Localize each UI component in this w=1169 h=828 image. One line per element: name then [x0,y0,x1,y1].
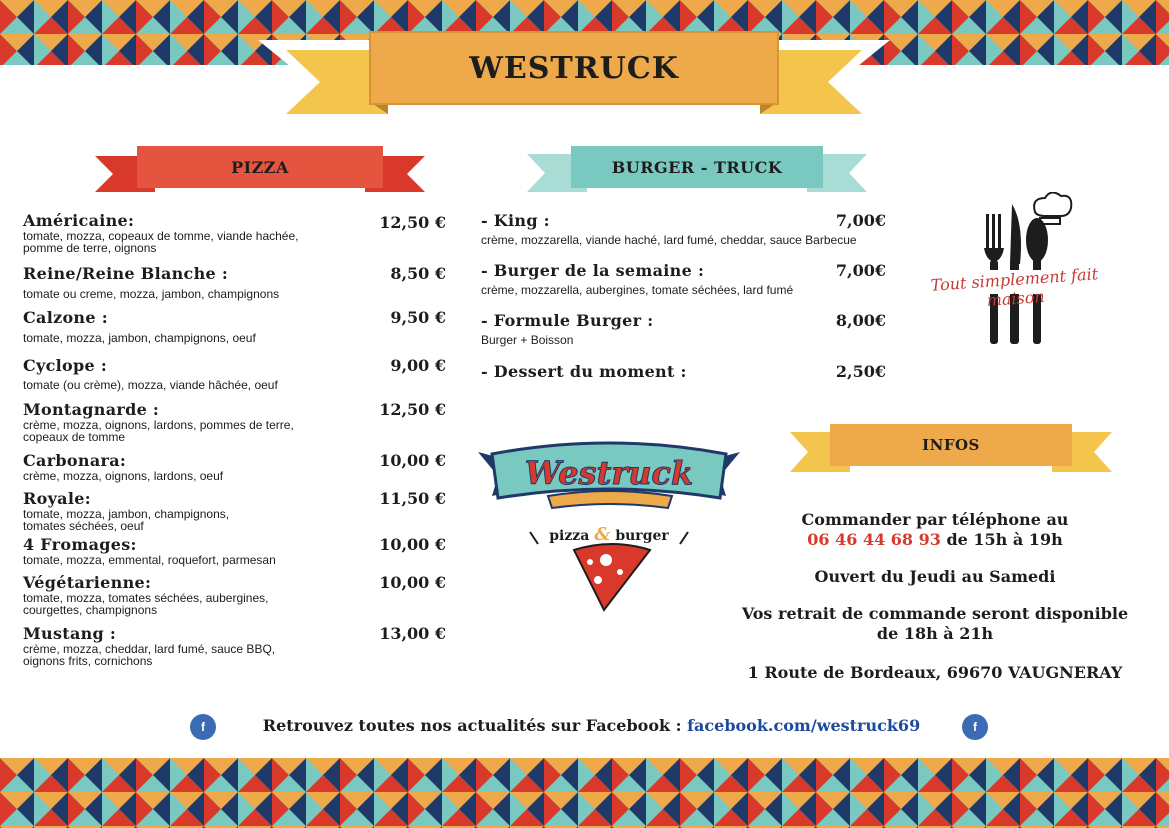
homemade-logo [900,192,1130,352]
pizza-ribbon-label: PIZZA [231,157,289,177]
list-item [23,573,293,616]
bottom-pattern-band [0,758,1169,828]
item-name: Américaine: [23,211,135,230]
item-name: Royale: [23,489,91,508]
westruck-logo [478,440,740,615]
item-price: 7,00€ [835,261,886,280]
item-description: crème, mozza, oignons, lardons, pommes de terre, copeaux de tomme [23,418,294,444]
list-item [23,624,293,667]
item-price: 9,50 € [390,308,446,327]
phone-number[interactable]: 06 46 44 68 93 [807,530,941,549]
item-description: tomate, mozza, copeaux de tomme, viande hachée, pomme de terre, oignons [23,229,299,255]
item-name: 4 Fromages: [23,535,137,554]
address: 1 Route de Bordeaux, 69670 VAUGNERAY [747,663,1123,682]
item-description: crème, mozza, oignons, lardons, oeuf [23,469,224,483]
item-description: crème, mozzarella, viande haché, lard fumé, cheddar, sauce Barbecue [481,233,857,247]
logo-tagline-amp: & [594,524,611,545]
order-text: Commander par téléphone au [801,510,1069,529]
facebook-icon[interactable]: f [190,714,216,740]
footer-line [224,716,959,735]
facebook-icon[interactable]: f [962,714,988,740]
list-item [23,400,323,443]
list-item [23,211,323,254]
item-name: - Dessert du moment : [481,362,687,381]
pickup-line-2: de 18h à 21h [876,624,994,643]
item-name: Carbonara: [23,451,127,470]
item-price: 7,00€ [835,211,886,230]
burger-ribbon-label: BURGER - TRUCK [611,157,783,177]
item-description: Burger + Boisson [481,333,574,347]
order-line [760,510,1110,550]
item-name: Cyclope : [23,356,108,375]
item-description: tomate ou creme, mozza, jambon, champignons [23,287,280,301]
list-item [23,308,256,344]
item-price: 10,00 € [379,573,446,592]
list-item [23,356,278,391]
logo-tagline [538,524,680,545]
list-item [23,451,223,482]
open-days: Ouvert du Jeudi au Samedi [814,567,1056,586]
page-title: WESTRUCK [469,50,679,86]
facebook-link[interactable]: facebook.com/westruck69 [687,716,921,735]
item-description: tomate, mozza, emmental, roquefort, parmesan [23,553,276,567]
pickup-line-1: Vos retrait de commande seront disponible [741,604,1129,623]
item-price: 11,50 € [379,489,446,508]
infos-ribbon-label: INFOS [922,436,980,454]
item-description: tomate, mozza, tomates séchées, aubergines, courgettes, champignons [23,591,269,617]
item-name: Végétarienne: [23,573,152,592]
logo-brand: Westruck [524,454,694,492]
item-price: 13,00 € [379,624,446,643]
list-item [23,535,276,566]
item-name: Calzone : [23,308,108,327]
infos-ribbon [790,424,1112,476]
item-description: tomate, mozza, jambon, champignons, tomates séchées, oeuf [23,507,230,533]
item-name: - King : [481,211,550,230]
footer-text: Retrouvez toutes nos actualités sur Facebook : [262,716,688,735]
list-item [23,489,263,532]
list-item [23,264,279,300]
pickup-info [710,604,1160,644]
item-price: 9,00 € [390,356,446,375]
item-description: tomate (ou crème), mozza, viande hâchée, oeuf [23,378,278,392]
burger-ribbon [527,146,867,198]
homemade-text: Tout simplement fait maison [930,264,1099,310]
item-price: 12,50 € [379,213,446,232]
item-price: 12,50 € [379,400,446,419]
list-item [481,362,687,381]
item-price: 2,50€ [835,362,886,381]
order-phone-line [760,530,1110,550]
order-hours: de 15h à 19h [940,530,1063,549]
item-description: tomate, mozza, jambon, champignons, oeuf [23,331,256,345]
item-name: Reine/Reine Blanche : [23,264,229,283]
item-name: Montagnarde : [23,400,160,419]
item-price: 10,00 € [379,451,446,470]
item-name: - Burger de la semaine : [481,261,705,280]
item-name: - Formule Burger : [481,311,654,330]
item-description: crème, mozza, cheddar, lard fumé, sauce BBQ, oignons frits, cornichons [23,642,276,668]
item-price: 8,00€ [835,311,886,330]
item-description: crème, mozzarella, aubergines, tomate séchées, lard fumé [481,283,794,297]
item-price: 10,00 € [379,535,446,554]
item-price: 8,50 € [390,264,446,283]
logo-tagline-pizza: pizza [549,528,590,544]
pizza-ribbon [95,146,425,198]
item-name: Mustang : [23,624,117,643]
title-banner [258,22,890,122]
logo-tagline-burger: burger [615,528,669,544]
list-item [481,311,653,346]
list-item [481,261,793,296]
